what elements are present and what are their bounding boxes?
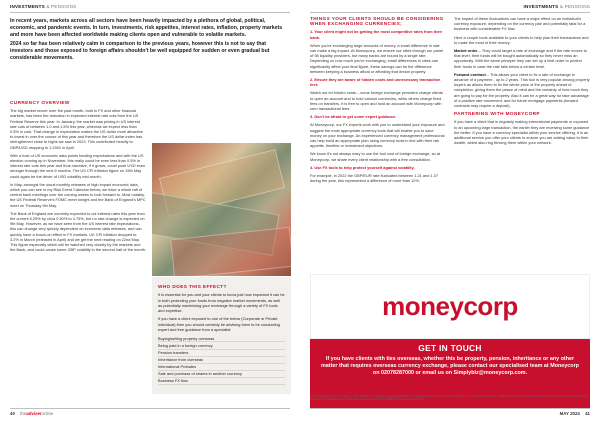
forward-contract-body: – This allows your client to fix a rate of exchange in advance of a payment - up to 2 years. This tool is very popular among property buyers as allows them to fix the whole price of the property ahead of completion, giving them the peace of mind and the certainty of how much they are going to pay for the property. Also it can be a great way for take advantage of a positive rate movement, and for future mortgage payments (forward contracts may require a deposit). <box>454 71 590 109</box>
considerations-column <box>310 16 446 186</box>
body-paragraph: With a host of US economic data points beating expectations and with the US election coming up in November, this really could be even less than 0.5% in interest rate cuts this year and thus narrative, if it grows, could push USD even stronger through the next 6 months. The US CPI inflation figure on 15th May could again be the driver of USD volatility mid-month. <box>10 152 146 179</box>
box-heading: WHO DOES THIS EFFECT? <box>158 284 227 289</box>
magazine-name: adviser <box>26 411 42 416</box>
list-item: Sale and purchase of shares in another currency <box>158 371 285 378</box>
logo-wordmark: moneycorp <box>382 291 518 321</box>
body-paragraph: For example, in 2022 the GBP/EUR rate fluctuated between 1.21 and 1.07 during the year, this represented a difference of more than 12%. <box>310 173 439 184</box>
consideration-title: 1. Your client might not be getting the most competitive rates from their bank. <box>310 29 443 40</box>
banknotes-photo <box>152 143 291 276</box>
header-rule-right <box>310 12 590 13</box>
body-paragraph: We know it's not always easy to use the tool cost of foreign exchange, so at Moneycorp, we share every client relationship with a free consultation. <box>310 151 440 162</box>
body-paragraph: The Bank of England are currently expected to cut interest rates this year from the current 5.25% by circa 0.50% to 4.75%, but no rate change is expected on 9th May. However, as we have seen from the US interest rate expectations, this can change very quickly dependent on economic data releases, and can quickly have a knock-on effect in FX markets. UK CPI inflation dropped to 3.2% in March (released in April) and we get the next reading on 22nd May. This figure especially which will be watched very closely by the markets and the Bank, and could cause some GBP volatility in the second half of the month. <box>10 210 146 253</box>
market-order-paragraph <box>454 48 590 69</box>
section-label-right <box>524 4 590 9</box>
section-name: INVESTMENTS <box>523 4 559 9</box>
cta-heading: GET IN TOUCH <box>418 343 482 353</box>
consideration-title: 4. Use FX tools to help protect yourself against volatility. <box>310 164 415 170</box>
list-item: Inheritance from overseas <box>158 357 285 364</box>
consideration-title: 2. Ensure they are aware of hidden costs and unnecessary transaction fees <box>310 77 441 88</box>
section-label-left <box>10 4 76 9</box>
market-order-body: – They could target a rate of exchange and if the rate moves to that level, their funds will be bought automatically so they never miss an opportunity. With the same principle they can set up a limit order to protect their funds in case the rate falls below a certain level. <box>454 48 587 69</box>
moneycorp-logo <box>310 274 590 339</box>
footer-right <box>560 411 590 416</box>
cta-body: If you have clients with ties overseas, whether this be property, pension, inheritance or any other matter that requires overseas currency exchange, please contact our specialised team at Moneycorp on 02078287000 or email us on Simplybiz@moneycorp.com. <box>321 356 579 377</box>
box-paragraph: It is essential for you and your clients to know just how important it can be in both protecting your funds from negative market movements, as well as potentially maximising your exchange through a variety of FX tools and expertise. <box>158 292 285 314</box>
body-paragraph: Here a couple tools available to your clients to help plan their transactions and to make the most of their money: <box>454 34 589 45</box>
who-does-this-effect-box <box>152 277 291 394</box>
intro-block <box>10 18 288 65</box>
consideration-title: 3. Don't be afraid to get some expert guidance. <box>310 114 397 120</box>
body-paragraph: Watch out for hidden costs – some foreign exchange providers charge clients to open an account and to hold various currencies, while others charge fixed fees on transfers. It is free to open and hold an account with Moneycorp with zero transactional fees. <box>310 90 443 112</box>
regulatory-disclaimer: TTT Moneycorp Limited (company number 738837) is registered in England and Wales and registered office is Floor 5, Zig Zag Building, 70 Victoria Street, London, SW1E 6SQ. Moneycorp is a trading name of TTT Moneycorp Limited which is authorised and regulated by the Financial Conduct Authority (FRN 308919) for its payment services. <box>310 395 588 402</box>
section-heading <box>310 16 446 26</box>
header-rule-left <box>10 12 290 13</box>
footer-rule-left <box>10 408 290 409</box>
page-number: 40 <box>10 411 15 416</box>
section-subname: & PENSIONS <box>559 4 590 9</box>
box-paragraph: If you have a client exposed to one of the below (Corporate or Private individual) then you should certainly be advising them to be conducting expert and free guidance from a specialist: <box>158 316 280 333</box>
market-order-label: Market order <box>454 48 478 54</box>
body-paragraph: When you're exchanging large amounts of money, a small difference in rate can make a big impact. At Moneycorp, we ensure our rates through our panel of 98 liquidity providers, but many banks are bound by a single rate. Depending on how much you're exchanging, small differences in rates can significantly affect your final figure, these savings can be the difference between keeping a business afloat or affording that dream property. <box>310 42 444 74</box>
magazine-suffix: online <box>41 411 54 416</box>
body-paragraph: The impact of these fluctuations can have a major effect on an individual's currency exposure, depending on the currency pair and potentially fatal for a business with considerable FX flow. <box>454 16 586 32</box>
currency-overview-column <box>10 97 146 255</box>
page-number: 41 <box>585 411 590 416</box>
section-name: INVESTMENTS <box>10 4 45 9</box>
section-heading: CURRENCY OVERVIEW <box>10 100 70 105</box>
exposure-list <box>158 335 285 385</box>
body-paragraph: At Moneycorp, our FX experts work with you to understand your exposure and suggest the most appropriate currency tools that will enable you to save money on your exchange. An experienced currency management professional can help build an appropriate plan using currency tools in line with their risk appetite, timeline or investment objectives. <box>310 122 445 149</box>
list-item: Business FX flow <box>158 378 285 385</box>
list-item: Buying/selling property overseas <box>158 335 285 342</box>
magazine-prefix: the <box>20 411 27 416</box>
section-subname: & PENSIONS <box>46 4 77 9</box>
section-heading: PARTNERING WITH MONEYCORP <box>454 111 540 117</box>
body-paragraph: If you have a client that is regularly making international payments or exposed to an upcoming large transaction, the earlier they are receiving some guidance the better. If you have a currency specialist within your service offering, it is an additional service you offer your clients to ensure you are adding value to their wealth, whilst also ring fencing them within your network. <box>454 119 590 146</box>
footer-left <box>10 411 53 416</box>
body-paragraph: In May, amongst the usual monthly releases of high impact economic data, which you can see in my Risk Event Calendar below, we have a whole raft of central bank meetings over the coming weeks to look forward to. Most notably, the US Federal Reserve's FOMC meet tonight and the Bank of England's MPC meet on Thursday 9th May. <box>10 181 146 208</box>
list-item: International Probates <box>158 364 285 371</box>
forward-contract-paragraph <box>454 72 590 108</box>
list-item: Being paid in a foreign currency <box>158 342 285 349</box>
body-paragraph: The big market mover over the past month, both in FX and other financial markets, has been the reduction in expected interest rate cuts from the US Federal Reserve this year. In January, the market was pricing in US interest rate cuts of between 1.0 and 1.5% this year, whereas we expect less than 0.5% in cuts. That change in expectation makes the US dollar more attractive to invest in over the course of this year and therefore the US dollar index has strengthened close to highs we saw in 2023. This contributed heavily to GBP/USD dropping to 1.2301 in April. <box>10 108 143 150</box>
heading-line: WHEN EXCHANGING CURRENCIES; <box>310 21 403 27</box>
intro-paragraph: 2024 so far has been relatively calm in comparison to the previous years, however this is not to say that investors and those exposed to foreign affairs shouldn't be well equipped for sudden or even gradual but considerable movements. <box>10 41 270 61</box>
list-item: Pension transfers <box>158 350 285 357</box>
tools-column <box>454 16 590 148</box>
footer-rule-right <box>310 408 590 409</box>
intro-paragraph: In recent years, markets across all sectors have been heavily impacted by a plethora of global, political, economic, and pandemic events. In turn, investments, risk appetites, interest rates, inflation, property markets and more have been affected worldwide making clients open and vulnerable to volatile markets. <box>10 18 283 38</box>
issue-date: MAY 2024 <box>559 411 580 416</box>
heading-line: THINGS YOUR CLIENTS SHOULD BE CONSIDERING <box>310 16 444 21</box>
forward-contract-label: Forward contract <box>454 71 486 77</box>
